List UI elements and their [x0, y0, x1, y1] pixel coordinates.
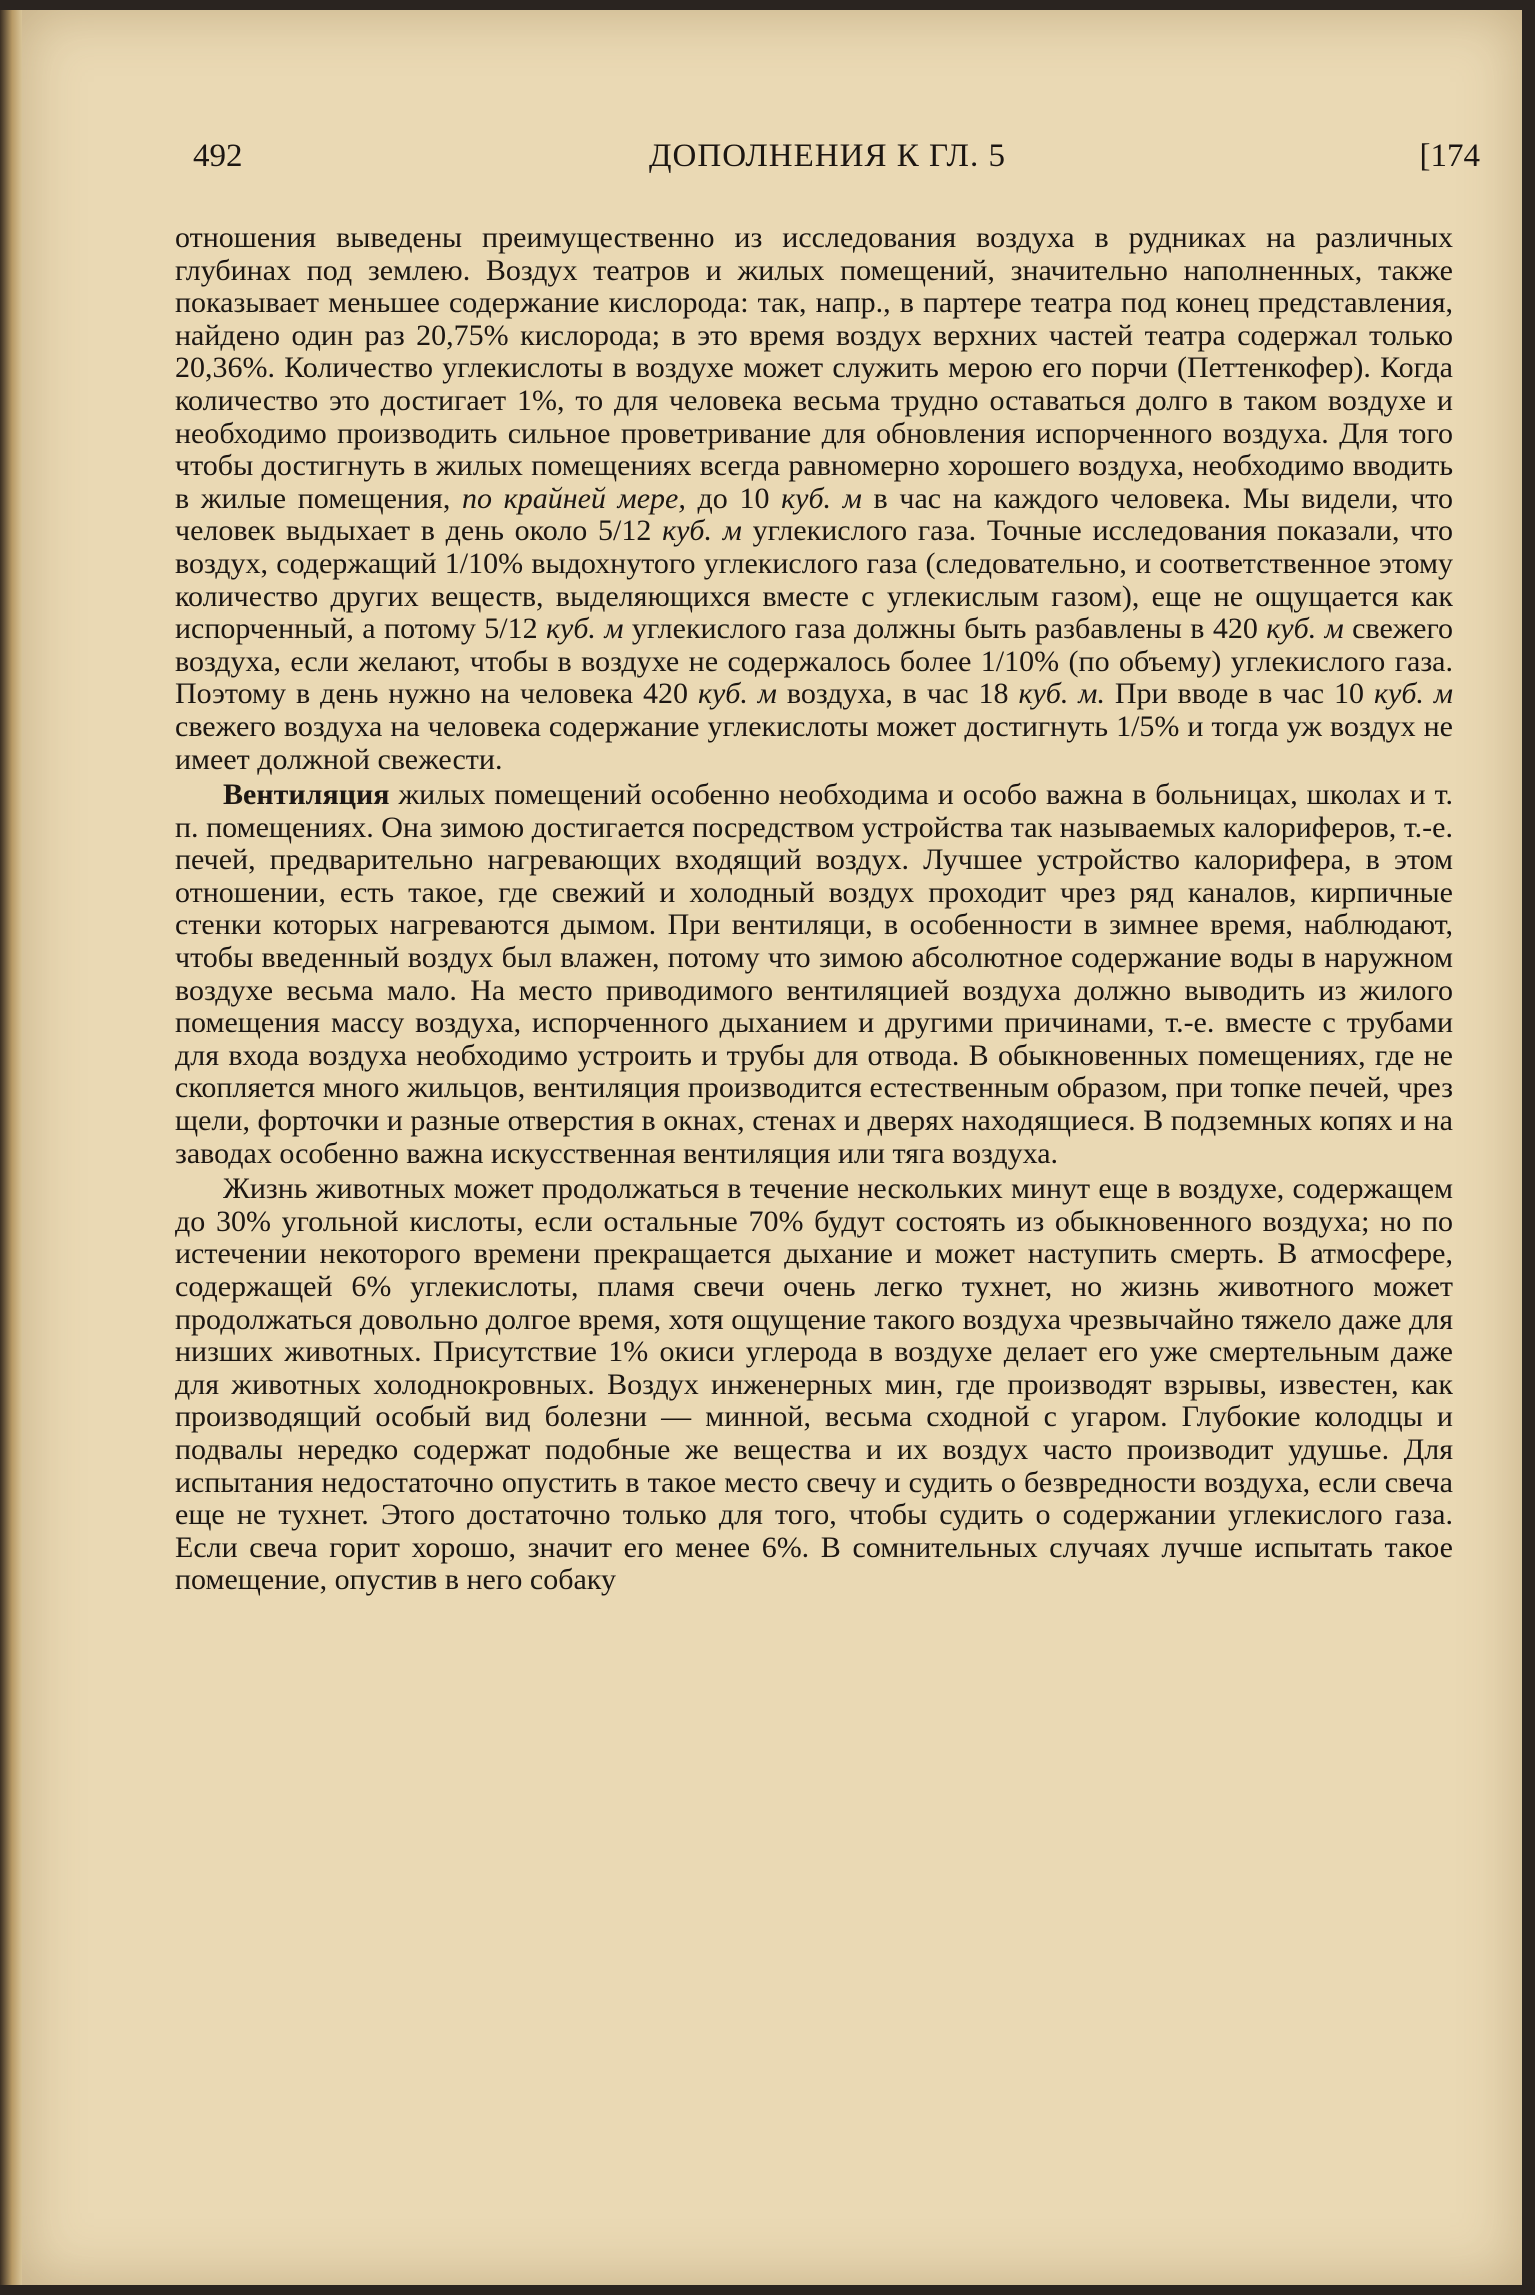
text-run: свежего воздуха на человека содержание углекислоты может достигнуть 1/5% и тогда уж воздух не имеет должной свежести.	[175, 709, 1453, 776]
text-run: в час на каждого человека. Мы видели, что человек выдыхает в день около 5/12	[175, 481, 1453, 548]
text-run: до 10	[685, 481, 782, 515]
paragraph	[175, 779, 1453, 1170]
text-run: отношения выведены преимущественно из исследования воздуха в рудниках на различных глубинах под землею. Воздух театров и жилых помещений, значительно наполненных, также показывает меньшее содержание кислорода: так, напр., в партере театра под конец представления, найдено один раз 20,75% кислорода; в это время воздух верхних частей театра содержал только 20,36%. Количество углекислоты в воздухе может служить мерою его порчи (Петтенкофер). Когда количество это достигает 1%, то для человека весьма трудно оставаться долго в таком воздухе и необходимо производить сильное проветривание для обновления испорченного воздуха. Для того чтобы достигнуть в жилых помещениях всегда равномерно хорошего воздуха, необходимо вводить в жилые помещения,	[175, 221, 1453, 515]
running-title: ДОПОЛНЕНИЯ К ГЛ. 5	[649, 138, 1006, 174]
italic-text: куб. м	[1373, 677, 1453, 711]
page-number: 492	[193, 138, 243, 174]
italic-text: по крайней мере,	[462, 481, 686, 515]
italic-text: куб. м	[545, 612, 624, 646]
text-run: Жизнь животных может продолжаться в течение нескольких минут еще в воздухе, содержащем до 30% угольной кислоты, если остальные 70% будут состоять из обыкновенного воздуха; но по истечении некоторого времени прекращается дыхание и может наступить смерть. В атмосфере, содержащей 6% углекислоты, пламя свечи очень легко тухнет, но жизнь животного может продолжаться довольно долгое время, хотя ощущение такого воздуха чрезвычайно тяжело даже для низших животных. Присутствие 1% окиси углерода в воздухе делает его уже смертельным даже для животных холоднокровных. Воздух инженерных мин, где производят взрывы, известен, как производящий особый вид болезни — минной, весьма сходной с угаром. Глубокие колодцы и подвалы нередко содержат подобные же вещества и их воздух часто производит удушье. Для испытания недостаточно опустить в такое место свечу и судить о безвредности воздуха, если свеча еще не тухнет. Этого достаточно только для того, чтобы судить о содержании углекислого газа. Если свеча горит хорошо, значит его менее 6%. В сомнительных случаях лучше испытать такое помещение, опустив в него собаку	[175, 1172, 1453, 1597]
paragraph	[175, 1173, 1453, 1597]
running-header	[175, 138, 1480, 198]
text-run: углекислого газа. Точные исследования показали, что воздух, содержащий 1/10% выдохнутого углекислого газа (следовательно, и соответственное этому количество других веществ, выделяющихся вместе с углекислым газом), еще не ощущается как испорченный, а потому 5/12	[175, 514, 1453, 646]
text-run: углекислого газа должны быть разбавлены в 420	[623, 612, 1267, 646]
text-run: свежего воздуха, если желают, чтобы в воздухе не содержалось более 1/10% (по объему) углекислого газа. Поэтому в день нужно на человека 420	[175, 612, 1454, 711]
italic-text: куб. м	[1266, 612, 1344, 646]
italic-text: куб. м.	[1018, 677, 1105, 711]
text-run: воздуха, в час 18	[776, 677, 1019, 711]
italic-text: куб. м	[697, 677, 777, 711]
page-body-text	[175, 222, 1453, 1597]
paragraph	[175, 222, 1453, 776]
text-run: жилых помещений особенно необходима и особо важна в больницах, школах и т. п. помещениях. Она зимою достигается посредством устройства так называемых калориферов, т.-е. печей, предварительно нагревающих входящий воздух. Лучшее устройство калорифера, в этом отношении, есть такое, где свежий и холодный воздух проходит чрез ряд каналов, кирпичные стенки которых нагреваются дымом. При вентиляци, в особенности в зимнее время, наблюдают, чтобы введенный воздух был влажен, потому что зимою абсолютное содержание воды в наружном воздухе весьма мало. На место приводимого вентиляцией воздуха должно выводить из жилого помещения массу воздуха, испорченного дыханием и другими причинами, т.-е. вместе с трубами для входа воздуха необходимо устроить и трубы для отвода. В обыкновенных помещениях, где не скопляется много жильцов, вентиляция производится естественным образом, при топке печей, чрез щели, форточки и разные отверстия в окнах, стенах и дверях находящиеся. В подземных копях и на заводах особенно важна искусственная вентиляция или тяга воздуха.	[175, 778, 1453, 1170]
bold-term: Вентиляция	[223, 778, 390, 812]
book-spine-edge	[0, 10, 22, 2285]
italic-text: куб. м	[662, 514, 742, 548]
italic-text: куб. м	[781, 481, 862, 515]
section-reference: [174	[1419, 138, 1480, 174]
text-run: При вводе в час 10	[1104, 677, 1374, 711]
